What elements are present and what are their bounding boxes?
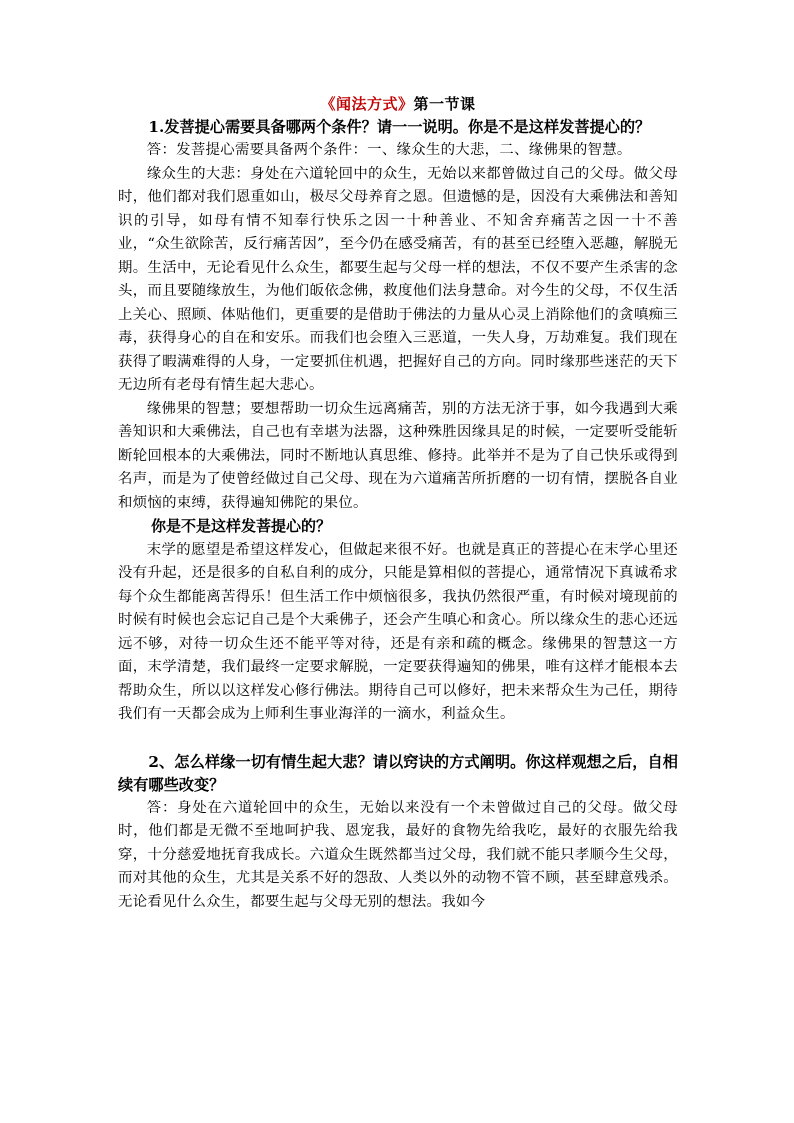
title-book-name: 《闻法方式》 bbox=[320, 95, 414, 113]
question-1: 1.发菩提心需要具备哪两个条件？请一一说明。你是不是这样发菩提心的？ bbox=[148, 118, 651, 136]
question-2: 2、怎么样缘一切有情生起大悲？请以窍诀的方式阐明。你这样观想之后，自相续有哪些改变？ bbox=[118, 752, 678, 794]
answer-1-compassion: 缘众生的大悲：身处在六道轮回中的众生，无始以来都曾做过自己的父母。做父母时，他们都对我们恩重如山，极尽父母养育之恩。但遗憾的是，因没有大乘佛法和善知识的引导，如母有情不知奉行快乐之因一十种善业、不知舍弃痛苦之因一十不善业，“众生欲除苦，反行痛苦因”，至今仍在感受痛苦，有的甚至已经堕入恶趣，解脱无期。生活中，无论看见什么众生，都要生起与父母一样的想法，不仅不要产生杀害的念头，而且要随缘放生，为他们皈依念佛，救度他们法身慧命。对今生的父母，不仅生活上关心、照顾、体贴他们，更重要的是借助于佛法的力量从心灵上消除他们的贪嗔痴三毒，获得身心的自在和安乐。而我们也会堕入三恶道，一失人身，万劫难复。我们现在获得了暇满难得的人身，一定要抓住机遇，把握好自己的方向。同时缘那些迷茫的天下无边所有老母有情生起大悲心。 bbox=[118, 165, 678, 393]
subquestion-1: 你是不是这样发菩提心的？ bbox=[151, 517, 332, 535]
answer-2: 答：身处在六道轮回中的众生，无始以来没有一个未曾做过自己的父母。做父母时，他们都是无微不至地呵护我、恩宠我，最好的食物先给我吃，最好的衣服先给我穿，十分慈爱地抚育我成长。六道众生既然都当过父母，我们就不能只孝顺今生父母，而对其他的众生，尤其是关系不好的怨敌、人类以外的动物不管不顾，甚至肆意残杀。无论看见什么众生，都要生起与父母无别的想法。我如今 bbox=[118, 799, 678, 910]
title-lesson-number: 第一节课 bbox=[413, 95, 476, 113]
answer-1-self-reflection: 末学的愿望是希望这样发心，但做起来很不好。也就是真正的菩提心在末学心里还没有升起，还是很多的自私自利的成分，只能是算相似的菩提心，通常情况下真诚希求每个众生都能离苦得乐！但生活工作中烦恼很多，我执仍然很严重，有时候对境现前的时候有时候也会忘记自己是个大乘佛子，还会产生嗔心和贪心。所以缘众生的悲心还远远不够，对待一切众生还不能平等对待，还是有亲和疏的概念。缘佛果的智慧这一方面，末学清楚，我们最终一定要求解脱，一定要获得遍知的佛果，唯有这样才能根本去帮助众生，所以以这样发心修行佛法。期待自己可以修好，把未来帮众生为己任，期待我们有一天都会成为上师利生事业海洋的一滴水，利益众生。 bbox=[118, 541, 678, 722]
answer-1-intro: 答：发菩提心需要具备两个条件：一、缘众生的大悲，二、缘佛果的智慧。 bbox=[146, 142, 632, 158]
answer-1-wisdom: 缘佛果的智慧；要想帮助一切众生远离痛苦，别的方法无济于事，如今我遇到大乘善知识和大乘佛法，自己也有幸堪为法器，这种殊胜因缘具足的时候，一定要听受能斩断轮回根本的大乘佛法，同时不断地认真思维、修持。此举并不是为了自己快乐或得到名声，而是为了使曾经做过自己父母、现在为六道痛苦所折磨的一切有情，摆脱各自业和烦恼的束缚，获得遍知佛陀的果位。 bbox=[118, 400, 678, 511]
document-page bbox=[118, 92, 678, 914]
section-gap bbox=[118, 727, 678, 751]
lesson-title bbox=[118, 92, 678, 116]
